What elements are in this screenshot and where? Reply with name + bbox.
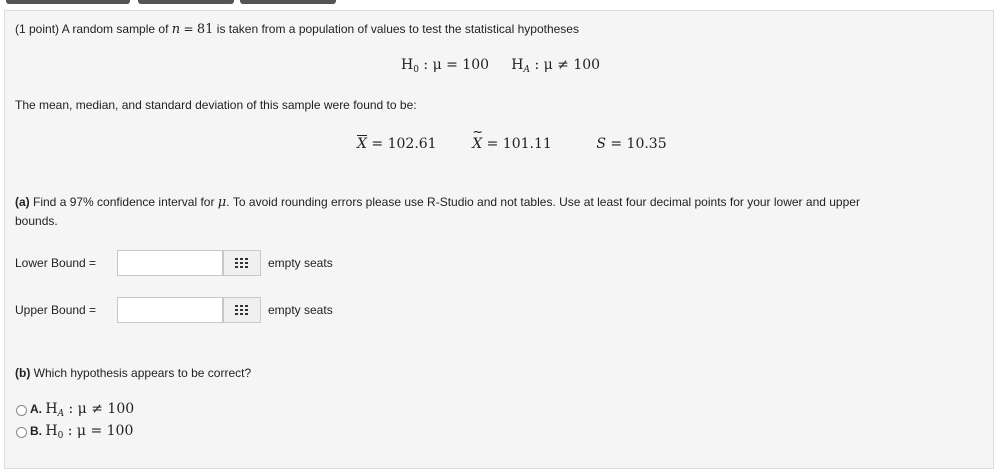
h0-hypothesis: $H_0$ : μ = 100 [401,57,490,75]
lower-bound-label: Lower Bound = [15,256,97,270]
intro-text: (1 point) A random sample of [15,22,169,36]
question-intro [15,22,579,37]
intro-suffix: is taken from a population of values to test the statistical hypotheses [216,22,579,36]
sd-stat: S = 10.35 [596,136,667,152]
ha-hypothesis: $H_A$ : μ ≠ 100 [511,57,601,75]
grid-icon [235,305,249,315]
upper-bound-grid-button[interactable] [223,297,261,323]
lower-bound-grid-button[interactable] [223,250,261,276]
option-b-label[interactable]: B. $H_0$ : μ = 100 [30,423,134,441]
grid-icon [235,258,249,268]
upper-bound-label: Upper Bound = [15,303,97,317]
part-a-label: (a) [15,195,30,209]
option-a-radio[interactable] [16,405,27,416]
browser-top-strip [0,0,998,10]
mean-stat: $\overline{X} = 102.61$ [357,136,437,152]
part-a-text: Find a 97% confidence interval for [33,195,215,209]
top-tab [138,0,234,4]
equals-sign: = [183,22,194,36]
part-b-text: Which hypothesis appears to be correct? [33,366,252,380]
upper-bound-suffix: empty seats [268,303,333,317]
hypotheses-display [401,57,600,73]
lower-bound-input[interactable] [117,250,223,276]
part-b-label: (b) [15,366,31,380]
lower-bound-suffix: empty seats [268,256,333,270]
part-a-text-cont: . To avoid rounding errors please use R-Studio and not tables. Use at least four decimal points for your lower and upper [226,195,860,209]
top-tab [240,0,336,4]
option-a-label[interactable]: A. $H_A$ : μ ≠ 100 [30,401,135,419]
question-panel [4,10,994,469]
part-a-question [15,195,860,210]
stats-intro: The mean, median, and standard deviation of this sample were found to be: [15,98,417,112]
upper-bound-input[interactable] [117,297,223,323]
part-b-question [15,366,251,380]
option-b-letter: B. [30,424,42,438]
option-b-radio[interactable] [16,427,27,438]
mu-symbol: μ [217,195,227,210]
n-value: 81 [196,22,214,37]
n-symbol: n [171,22,181,37]
option-a-letter: A. [30,402,42,416]
part-a-text-wrap: bounds. [15,214,58,228]
median-stat: ~ X = 101.11 [472,125,552,152]
sample-statistics [357,125,667,152]
top-tab [6,0,130,4]
